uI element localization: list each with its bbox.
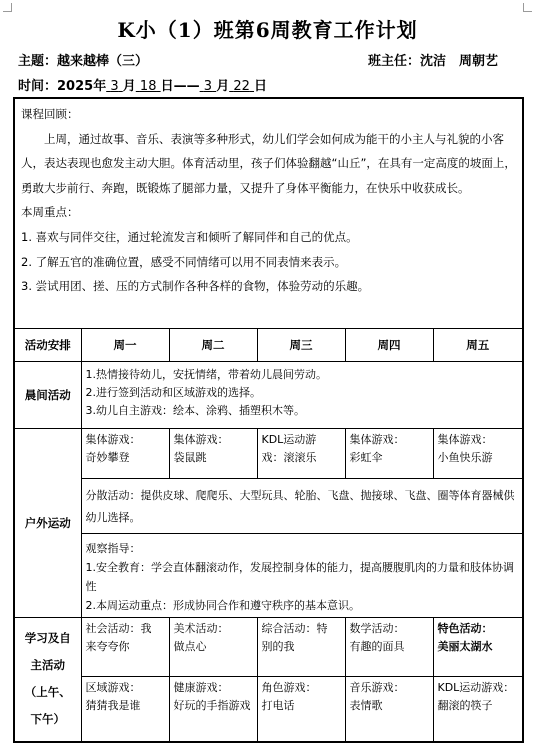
time-day-char: 日 [254, 79, 268, 94]
theme-label: 主题： [18, 54, 58, 69]
outdoor-game-monday: 集体游戏： 奇妙攀登 [81, 428, 169, 478]
time-year: 2025年 [57, 79, 107, 94]
focus-item: 3. 尝试用团、搓、压的方式制作各种各样的食物，体验劳动的乐趣。 [21, 279, 370, 294]
outdoor-game-thursday: 集体游戏： 彩虹伞 [345, 428, 433, 478]
header-thursday: 周四 [345, 328, 433, 361]
review-heading: 课程回顾： [21, 107, 79, 121]
time-separator: 日—— [160, 79, 200, 94]
time-line [18, 75, 267, 94]
focus-item: 1. 喜欢与同伴交往，通过轮流发言和倾听了解同伴和自己的优点。 [21, 229, 358, 244]
header-activity: 活动安排 [14, 328, 81, 361]
study-monday-row2: 区域游戏： 猜猜我是谁 [81, 676, 169, 742]
time-label: 时间： [18, 79, 58, 94]
outdoor-game-friday: 集体游戏： 小鱼快乐游 [433, 428, 523, 478]
focus-heading: 本周重点： [21, 205, 79, 220]
theme-value: 越来越棒（三） [57, 54, 149, 69]
observe-line: 2.本周运动重点：形成协同合作和遵守秩序的基本意识。 [85, 598, 360, 612]
morning-content [81, 361, 523, 428]
morning-line: 3.幼儿自主游戏：绘本、涂鸦、插塑积木等。 [85, 403, 305, 417]
study-thursday-row1: 数学活动： 有趣的面具 [345, 617, 433, 676]
study-tuesday-row1: 美术活动： 做点心 [169, 617, 257, 676]
header-wednesday: 周三 [257, 328, 345, 361]
observe-heading: 观察指导： [85, 541, 141, 555]
study-friday-row2: KDL运动游戏： 翻滚的筷子 [433, 676, 523, 742]
outdoor-label: 户外运动 [14, 428, 81, 617]
time-month-char-2: 月 [216, 79, 230, 94]
study-friday-row1: 特色活动： 美丽太湖水 [433, 617, 523, 676]
study-label: 学习及自 主活动 （上午、 下午） [14, 617, 81, 742]
teacher-names: 沈洁 周朝艺 [420, 54, 499, 69]
time-start-day: 18 [139, 79, 157, 94]
page-title: K小（1）班第6周教育工作计划 [117, 18, 418, 42]
outdoor-game-wednesday: KDL运动游 戏：滚滚乐 [257, 428, 345, 478]
teacher-line [368, 50, 498, 69]
morning-label: 晨间活动 [14, 361, 81, 428]
study-thursday-row2: 音乐游戏： 表情歌 [345, 676, 433, 742]
study-monday-row1: 社会活动：我 来夸夸你 [81, 617, 169, 676]
header-friday: 周五 [433, 328, 523, 361]
outdoor-game-tuesday: 集体游戏： 袋鼠跳 [169, 428, 257, 478]
header-monday: 周一 [81, 328, 169, 361]
outdoor-scatter: 分散活动：提供皮球、爬爬乐、大型玩具、轮胎、飞盘、抛接球、飞盘、圈等体育器械供幼儿选择。 [81, 478, 523, 533]
review-paragraph: 上周，通过故事、音乐、表演等多种形式，幼儿们学会如何成为能干的小主人与礼貌的小客人，表达表现也愈发主动大胆。体育活动里，孩子们体验翻越“山丘”，在具有一定高度的坡面上，勇敢大步前行、奔跑，既锻炼了腿部力量，又提升了身体平衡能力，在快乐中收获成长。 [21, 131, 516, 195]
plan-table [13, 97, 524, 743]
time-start-month: 3 [110, 79, 119, 94]
header-tuesday: 周二 [169, 328, 257, 361]
study-tuesday-row2: 健康游戏： 好玩的手指游戏 [169, 676, 257, 742]
morning-line: 1.热情接待幼儿，安抚情绪，带着幼儿晨间劳动。 [85, 367, 327, 381]
review-cell [14, 98, 523, 328]
study-wednesday-row1: 综合活动：特 别的我 [257, 617, 345, 676]
time-month-char: 月 [122, 79, 136, 94]
page-corner-mark-left [3, 3, 12, 12]
study-wednesday-row2: 角色游戏： 打电话 [257, 676, 345, 742]
theme-line [18, 50, 148, 69]
page-corner-mark-right [523, 3, 532, 12]
focus-item: 2. 了解五官的准确位置，感受不同情绪可以用不同表情来表示。 [21, 254, 347, 269]
observe-line: 1.安全教育：学会直体翻滚动作，发展控制身体的能力，提高腰腹肌肉的力量和肢体协调性 [85, 560, 514, 593]
morning-line: 2.进行签到活动和区域游戏的选择。 [85, 385, 261, 399]
time-end-day: 22 [233, 79, 250, 94]
teacher-label: 班主任： [368, 54, 421, 69]
outdoor-observe [81, 533, 523, 617]
time-end-month: 3 [203, 79, 213, 94]
